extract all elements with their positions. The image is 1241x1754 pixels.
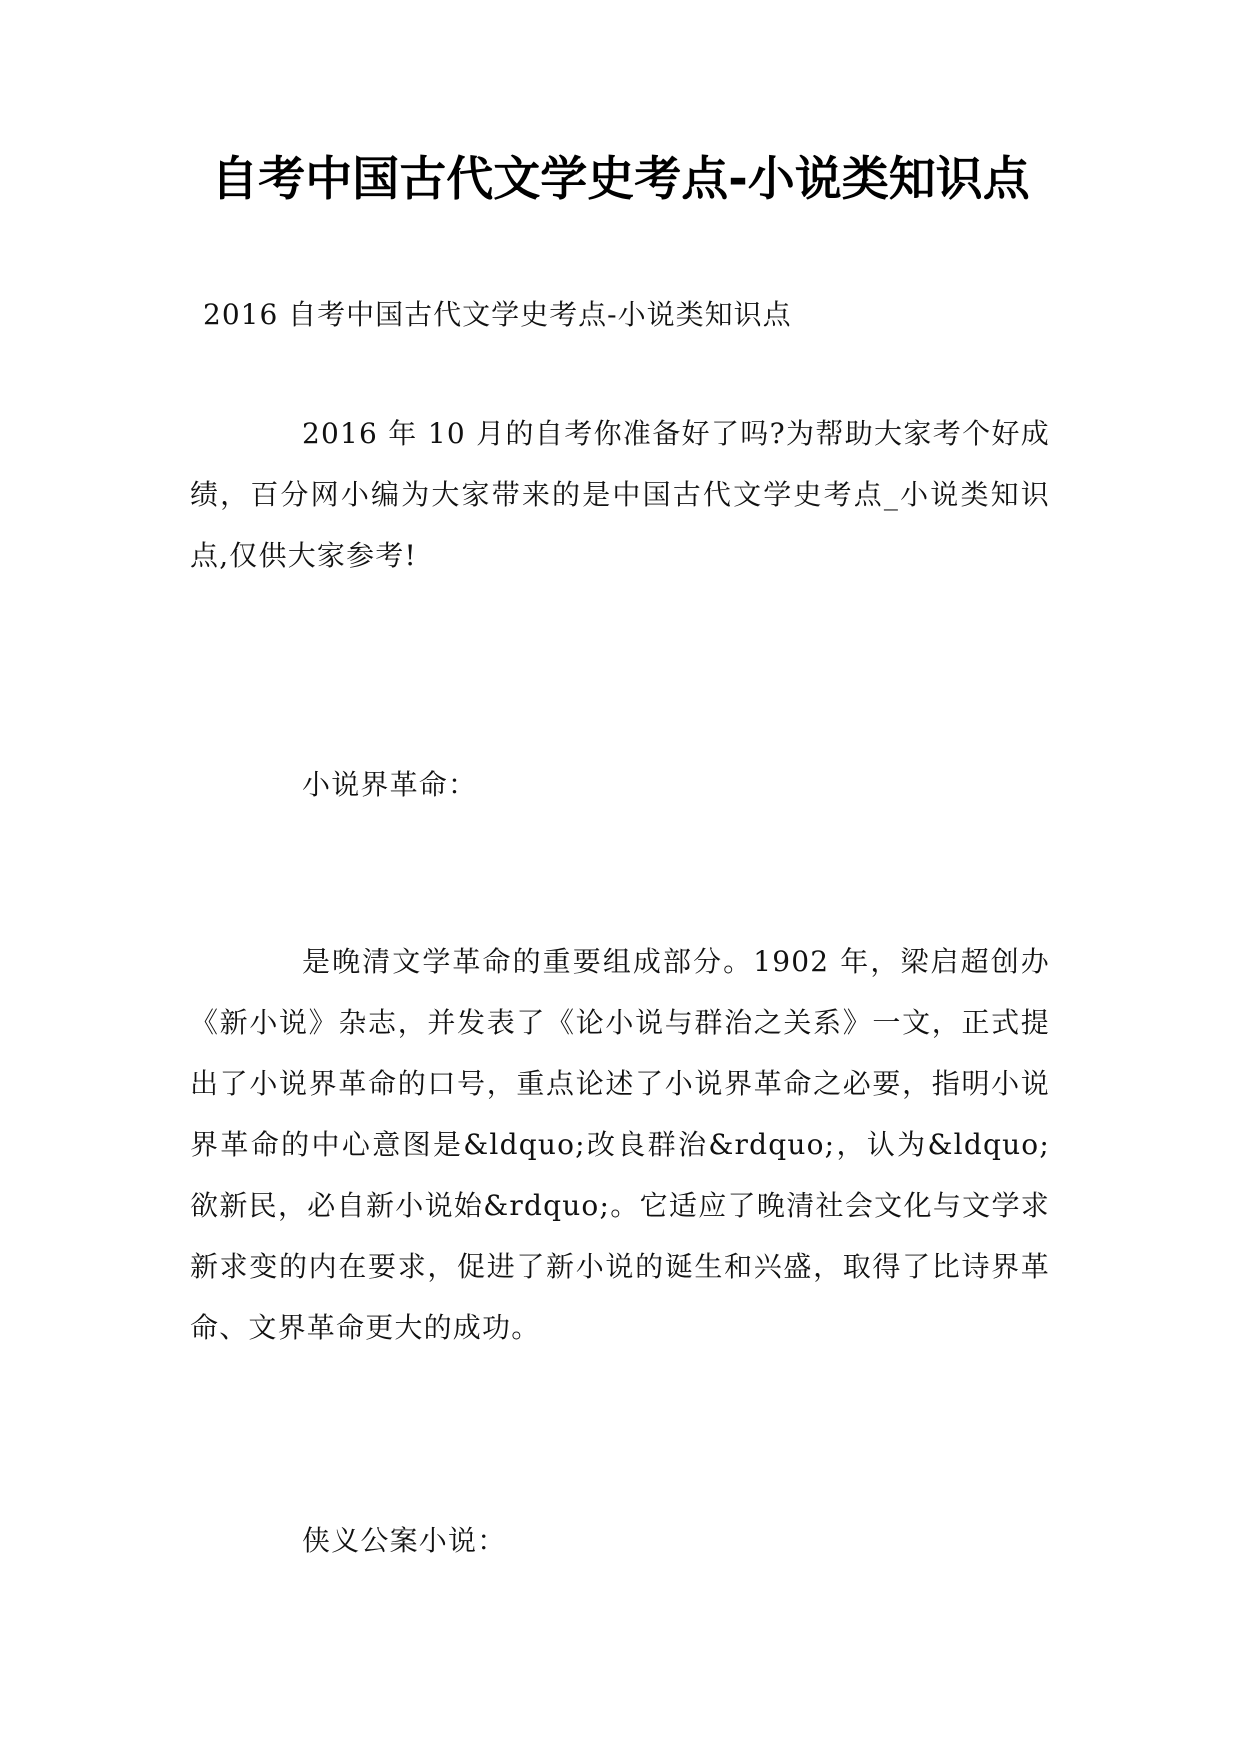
- section-paragraph-revolution: 是晚清文学革命的重要组成部分。1902 年，梁启超创办《新小说》杂志，并发表了《论小说与群治之关系》一文，正式提出了小说界革命的口号，重点论述了小说界革命之必要，指明小说界革命的中心意图是&ldquo;改良群治&rdquo;，认为&ldquo;欲新民，必自新小说始&rdquo;。它适应了晚清社会文化与文学求新求变的内在要求，促进了新小说的诞生和兴盛，取得了比诗界革命、文界革命更大的成功。: [190, 945, 1050, 1344]
- section-heading-knight-errant: 侠义公案小说：: [302, 1524, 507, 1557]
- intro-paragraph: 2016 年 10 月的自考你准备好了吗?为帮助大家考个好成绩，百分网小编为大家带来的是中国古代文学史考点_小说类知识点,仅供大家参考!: [190, 417, 1050, 572]
- section-heading-revolution: 小说界革命：: [302, 768, 478, 801]
- document-title: 自考中国古代文学史考点-小说类知识点: [211, 152, 1030, 207]
- document-subtitle: 2016 自考中国古代文学史考点-小说类知识点: [203, 298, 792, 331]
